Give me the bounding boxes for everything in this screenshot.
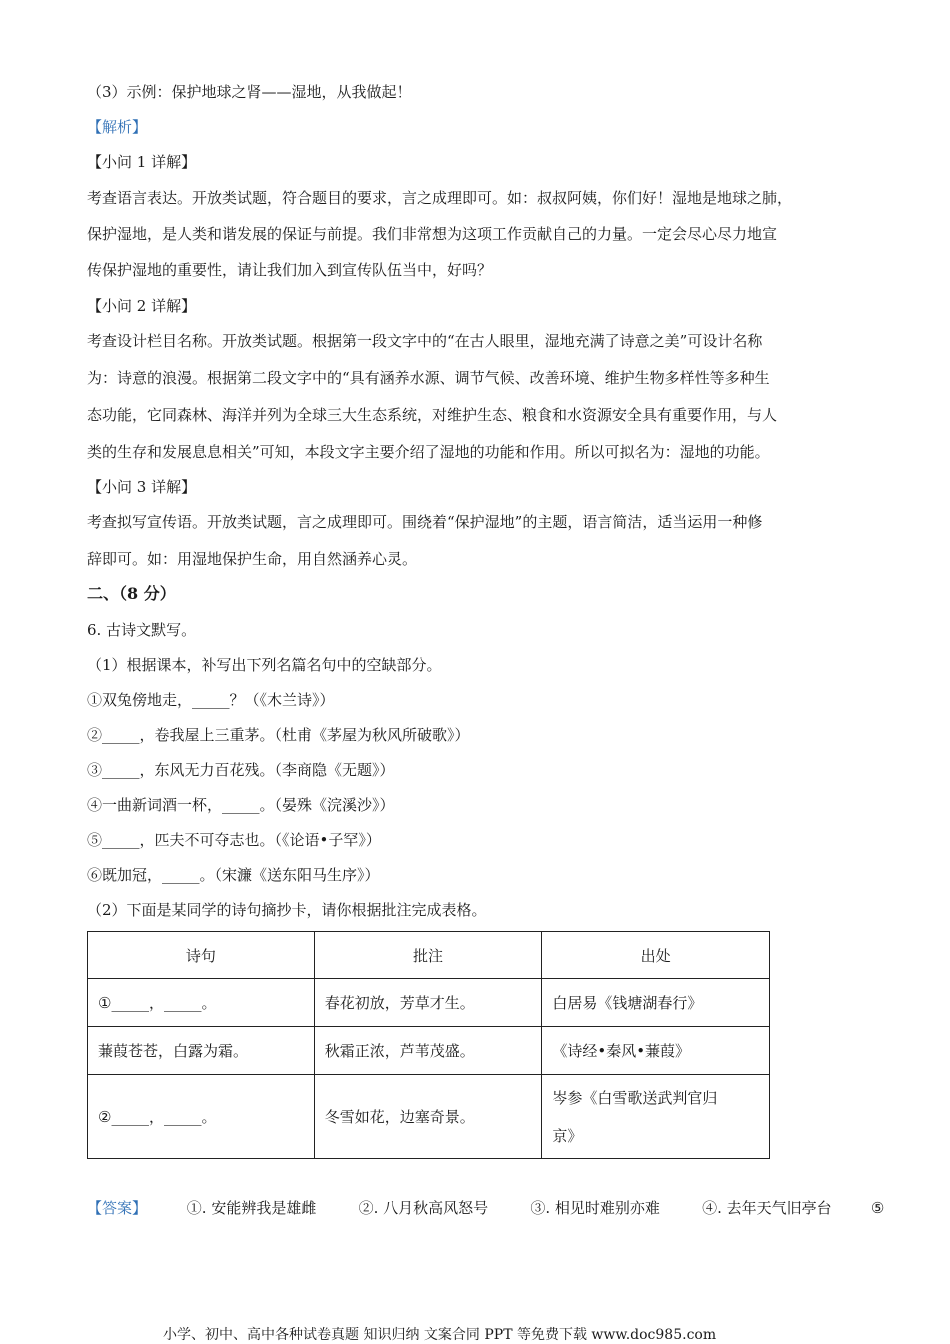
answer-line [87, 1198, 884, 1218]
table-header-row [88, 932, 770, 979]
analysis-tag: 【解析】 [87, 118, 148, 136]
answer-item: ①. 安能辨我是雄雌 [186, 1199, 317, 1217]
source-cell: 白居易《钱塘湖春行》 [542, 979, 770, 1027]
q1-line: 传保护湿地的重要性，请让我们加入到宣传队伍当中，好吗？ [87, 261, 493, 279]
q3-line: 辞即可。如：用湿地保护生命，用自然涵养心灵。 [87, 550, 418, 568]
column-header: 出处 [542, 932, 770, 979]
source-cell: 《诗经•秦风•蒹葭》 [542, 1027, 770, 1075]
q2-line: 为：诗意的浪漫。根据第二段文字中的“具有涵养水源、调节气候、改善环境、维护生物多样性等多种生 [87, 369, 770, 387]
column-header: 批注 [314, 932, 542, 979]
q2-line: 考查设计栏目名称。开放类试题。根据第一段文字中的“在古人眼里，湿地充满了诗意之美”可设计名称 [87, 332, 763, 350]
q1-line: 考查语言表达。开放类试题，符合题目的要求，言之成理即可。如：叔叔阿姨，你们好！湿地是地球之肺， [87, 189, 793, 207]
q2-line: 态功能，它同森林、海洋并列为全球三大生态系统，对维护生态、粮食和水资源安全具有重要作用，与人 [87, 406, 778, 424]
answer-item: ⑤ [870, 1199, 885, 1217]
answer-tag: 【答案】 [87, 1199, 148, 1217]
fill-item: ⑤_____，匹夫不可夺志也。（《论语•子罕》） [87, 831, 381, 849]
source-cell [542, 1075, 770, 1159]
table-row [88, 1027, 770, 1075]
note-cell: 春花初放，芳草才生。 [314, 979, 542, 1027]
part1-instruction: （1）根据课本，补写出下列名篇名句中的空缺部分。 [87, 656, 442, 674]
note-cell: 秋霜正浓，芦苇茂盛。 [314, 1027, 542, 1075]
table-row [88, 1075, 770, 1159]
answer-prev-line: （3）示例：保护地球之肾——湿地，从我做起！ [87, 83, 412, 101]
fill-item: ③_____，东风无力百花残。（李商隐《无题》） [87, 761, 395, 779]
fill-item: ⑥既加冠，_____。（宋濂《送东阳马生序》） [87, 866, 380, 884]
q1-line: 保护湿地，是人类和谐发展的保证与前提。我们非常想为这项工作贡献自己的力量。一定会尽心尽力地宣 [87, 225, 778, 243]
poem-cell: 蒹葭苍苍，白露为霜。 [88, 1027, 315, 1075]
poem-cell: ②_____，_____。 [88, 1075, 315, 1159]
q3-heading: 【小问 3 详解】 [87, 478, 197, 496]
table-row [88, 979, 770, 1027]
q1-heading: 【小问 1 详解】 [87, 153, 197, 171]
fill-item: ④一曲新词酒一杯，_____。（晏殊《浣溪沙》） [87, 796, 395, 814]
q3-line: 考查拟写宣传语。开放类试题，言之成理即可。围绕着“保护湿地”的主题，语言简洁，适当运用一种修 [87, 513, 763, 531]
section-heading: 二、（8 分） [87, 584, 176, 603]
fill-item: ②_____，卷我屋上三重茅。（杜甫《茅屋为秋风所破歌》） [87, 726, 470, 744]
fill-item: ①双兔傍地走，_____？（《木兰诗》） [87, 691, 335, 709]
footer-text: 小学、初中、高中各种试卷真题 知识归纳 文案合同 PPT 等免费下载 www.doc985.com [163, 1327, 717, 1343]
answer-item: ②. 八月秋高风怒号 [358, 1199, 489, 1217]
source-line: 京》 [552, 1126, 583, 1145]
answer-item: ③. 相见时难别亦难 [530, 1199, 660, 1217]
part2-instruction: （2）下面是某同学的诗句摘抄卡，请你根据批注完成表格。 [87, 901, 487, 919]
q2-line: 类的生存和发展息息相关”可知，本段文字主要介绍了湿地的功能和作用。所以可拟名为：湿地的功能。 [87, 443, 770, 461]
question-title: 6. 古诗文默写。 [87, 621, 197, 639]
note-cell: 冬雪如花，边塞奇景。 [314, 1075, 542, 1159]
answer-item: ④. 去年天气旧亭台 [702, 1199, 832, 1217]
q2-heading: 【小问 2 详解】 [87, 297, 197, 315]
source-line: 岑参《白雪歌送武判官归 [552, 1088, 718, 1107]
poem-card-table [87, 931, 770, 1159]
poem-cell: ①_____，_____。 [88, 979, 315, 1027]
column-header: 诗句 [88, 932, 315, 979]
